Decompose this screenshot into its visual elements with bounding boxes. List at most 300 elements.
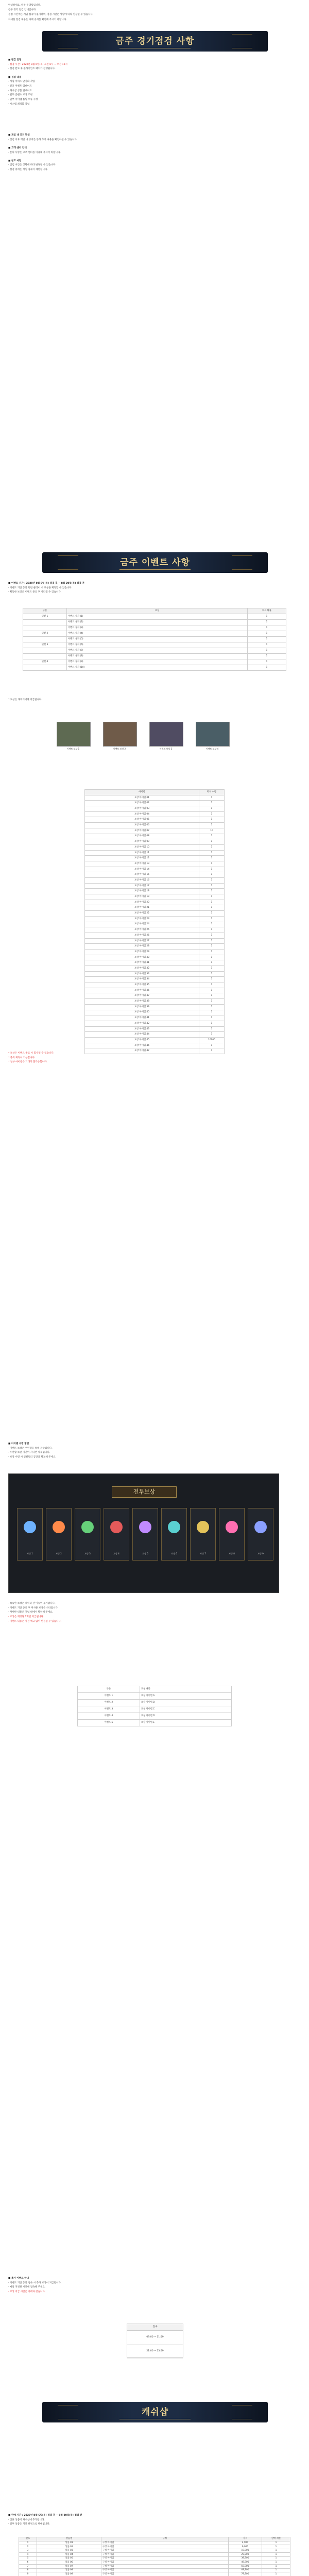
table-row [19, 2565, 290, 2569]
table-row [85, 872, 225, 878]
reward-image [103, 722, 137, 747]
table-cell-item: 보상 아이템 06 [85, 823, 199, 828]
table-cell-item: 보상 아이템 29 [85, 949, 199, 955]
table-cell-item: 보상 아이템 31 [85, 960, 199, 966]
table-cell-item: 보상 아이템 02 [85, 801, 199, 806]
table-cell-item: 보상 아이템 30 [85, 955, 199, 960]
table-cell-qty: 1 [199, 861, 225, 867]
table-cell: 상품 04 [37, 2553, 101, 2557]
table-cell-qty: 1 [248, 631, 286, 637]
table-cell-qty: 1 [199, 911, 225, 917]
table-cell-item: 보상 아이템 23 [85, 916, 199, 922]
reward-gem-icon [24, 1521, 36, 1533]
reward-gem-icon [81, 1521, 94, 1533]
reward-gem-icon [110, 1521, 123, 1533]
table-cell: 보상 내용 [140, 1686, 231, 1693]
table-header: 판매 제한 [262, 2537, 290, 2541]
table-cell: 1 [262, 2549, 290, 2553]
table-cell-group [23, 648, 67, 654]
table-row [78, 1693, 232, 1700]
table-cell-qty: 1 [199, 867, 225, 872]
table-cell: 이벤트 1 [78, 1693, 140, 1700]
table-cell-item: 보상 아이템 38 [85, 999, 199, 1005]
section-line: · 신규 이벤트 업데이트 [8, 84, 32, 88]
table-cell-qty: 1 [199, 944, 225, 950]
section-line: · 점검 시간 : 2020년 8월 6일(목) 오전 6시 ~ 오전 10시 [8, 63, 67, 66]
reward-slot [17, 1508, 43, 1561]
table-row [78, 1713, 232, 1720]
table-cell-reward: 이벤트 상자 (4) [67, 631, 248, 637]
table-cell-qty: 1 [199, 839, 225, 845]
table-cell-reward: 이벤트 상자 (3) [67, 625, 248, 631]
reward-slot-label: 보상 7 [200, 1552, 206, 1555]
section-heading: ■ 고객 센터 안내 [8, 146, 27, 149]
table-cell: 구분 [78, 1686, 140, 1693]
table-row [85, 817, 225, 823]
reward-gem-icon [197, 1521, 209, 1533]
reward-caption: 이벤트 보상 3 [159, 748, 173, 750]
table-row [23, 642, 286, 648]
section-heading: ■ 이벤트 기간 : 2020년 8월 6일(목) 점검 후 ~ 8월 20일(목) 점검 전 [8, 582, 84, 585]
table-row [85, 1026, 225, 1032]
table-cell: 구성 아이템 [101, 2541, 229, 2545]
table-cell-item: 보상 아이템 44 [85, 1032, 199, 1038]
reward-slot [132, 1508, 158, 1561]
table-cell: 39,900 [229, 2556, 262, 2561]
reward-slot [219, 1508, 245, 1561]
table-row [23, 648, 286, 654]
reward-slot-label: 보상 6 [171, 1552, 177, 1555]
table-cell-qty: 1 [199, 889, 225, 894]
reward-image [149, 722, 183, 747]
table-cell: 5 [19, 2556, 37, 2561]
table-row [23, 620, 286, 625]
reward-gem-icon [226, 1521, 238, 1533]
warning-line: · 이벤트 내용은 사전 예고 없이 변경될 수 있습니다. [8, 1620, 62, 1623]
table-cell: 79,900 [229, 2572, 262, 2576]
table-cell: 상품 09 [37, 2572, 101, 2576]
table-cell-item: 보상 아이템 39 [85, 1004, 199, 1010]
section-line: · 이벤트 보상은 우편함을 통해 지급됩니다. [8, 1447, 53, 1450]
event3-table [77, 1686, 232, 1726]
table-cell-item: 보상 아이템 35 [85, 982, 199, 988]
table-cell-qty: 1 [248, 665, 286, 671]
table-cell-group [23, 654, 67, 659]
event1-intro [8, 582, 266, 596]
game-reward-screenshot [8, 1473, 279, 1593]
reward-slot [248, 1508, 273, 1561]
table-row [19, 2553, 290, 2557]
table-row [85, 844, 225, 850]
table-cell-reward: 이벤트 상자 (1) [67, 614, 248, 620]
table-row [85, 933, 225, 938]
section-line: · 시스템 최적화 작업 [8, 103, 30, 106]
section-heading: ■ 점검 내용 [8, 76, 22, 79]
table-cell: 7 [19, 2565, 37, 2569]
table-cell-qty: 1 [199, 811, 225, 817]
section-line: · 신규 상품이 캐시샵에 추가됩니다. [8, 2518, 45, 2521]
table-cell-qty: 10000 [199, 1037, 225, 1043]
table-cell-group [23, 665, 67, 671]
table-cell-qty: 1 [199, 834, 225, 839]
table-row [23, 625, 286, 631]
table-cell: 6 [19, 2561, 37, 2565]
reward-gem-icon [53, 1521, 65, 1533]
reward-slot-label: 보상 2 [56, 1552, 62, 1555]
table-cell-item: 보상 아이템 15 [85, 872, 199, 878]
table-row [85, 916, 225, 922]
table-cell-qty: 1 [248, 642, 286, 648]
table-cell-item: 보상 아이템 47 [85, 1048, 199, 1054]
section-banner-events [42, 552, 268, 573]
table-cell-qty: 1 [199, 1032, 225, 1038]
section-line: · 문의 사항은 고객 센터를 이용해 주시기 바랍니다. [8, 151, 61, 154]
table-cell-qty: 1 [199, 883, 225, 889]
table-cell-qty: 1 [199, 1010, 225, 1015]
table-cell: 1 [262, 2568, 290, 2572]
table-row [85, 955, 225, 960]
table-header: 가격 [229, 2537, 262, 2541]
table-cell-item: 보상 아이템 18 [85, 889, 199, 894]
table-row [85, 960, 225, 966]
table-cell: 1 [262, 2545, 290, 2549]
table-cell: 8 [19, 2568, 37, 2572]
table-cell-group: 던전 1 [23, 614, 67, 620]
table-row [85, 861, 225, 867]
intro-line: 점검 시간에는 게임 접속이 불가하며, 점검 시간은 상황에 따라 연장될 수 있습니다. [8, 13, 94, 16]
table-row [85, 900, 225, 905]
notice-section [8, 134, 266, 173]
table-cell: 보상 아이템 E [140, 1720, 231, 1726]
table-cell-qty: 1 [199, 927, 225, 933]
reward-slot-label: 보상 3 [84, 1552, 91, 1555]
note-line: * 일부 아이템은 거래가 불가능합니다. [8, 1061, 48, 1064]
table-row [85, 977, 225, 982]
table-cell-item: 보상 아이템 03 [85, 806, 199, 812]
intro-line: 자세한 점검 내용은 아래 공지를 확인해 주시기 바랍니다. [8, 18, 67, 21]
table-row [19, 2561, 290, 2565]
table-cell-qty: 1 [199, 1043, 225, 1048]
table-row [85, 911, 225, 917]
table-row [85, 801, 225, 806]
table-cell: 4,900 [229, 2541, 262, 2545]
table-cell-item: 보상 아이템 12 [85, 856, 199, 861]
table-row [85, 889, 225, 894]
reward-image [57, 722, 91, 747]
table-cell-reward: 이벤트 상자 (7) [67, 648, 248, 654]
table-cell-item: 보상 아이템 04 [85, 811, 199, 817]
access-time-header: 접속 [127, 2324, 183, 2331]
table-cell-qty: 1 [199, 905, 225, 911]
table-cell-item: 보상 아이템 45 [85, 1037, 199, 1043]
table-cell-qty: 1 [199, 844, 225, 850]
section-line: · 매일 지정된 시간에 접속해 주세요. [8, 2286, 46, 2289]
table-cell-item: 보상 아이템 28 [85, 944, 199, 950]
table-cell-item: 보상 아이템 21 [85, 905, 199, 911]
table-cell-qty: 1 [199, 933, 225, 938]
table-cell-item: 보상 아이템 08 [85, 834, 199, 839]
table-cell-item: 보상 아이템 10 [85, 844, 199, 850]
section-line: · 게임 서비스 안정화 작업 [8, 80, 35, 83]
table-cell-item: 보상 아이템 33 [85, 971, 199, 977]
table-cell-group [23, 637, 67, 642]
table-cell: 이벤트 2 [78, 1700, 140, 1706]
table-cell: 이벤트 4 [78, 1713, 140, 1720]
reward-image [196, 722, 230, 747]
table-cell: 구성 아이템 [101, 2565, 229, 2569]
table-row [85, 938, 225, 944]
table-row [85, 883, 225, 889]
banner-title: 캐쉬샵 [141, 2407, 169, 2417]
note-line: * 중복 획득이 가능합니다. [8, 1056, 36, 1059]
table-row [85, 971, 225, 977]
section-line: · 점검 이후 게임 내 공지를 통해 추가 내용을 확인하실 수 있습니다. [8, 138, 78, 141]
table-row [78, 1720, 232, 1726]
table-cell-qty: 1 [199, 872, 225, 878]
table-row [78, 1686, 232, 1693]
banner-title: 금주 이벤트 사항 [120, 557, 190, 568]
table-cell: 상품 01 [37, 2541, 101, 2545]
table-row [85, 1004, 225, 1010]
table-cell: 보상 아이템 A [140, 1693, 231, 1700]
table-row [85, 878, 225, 884]
banner-title: 금주 경기점검 사항 [115, 36, 195, 46]
table-cell: 구성 아이템 [101, 2556, 229, 2561]
table-row [85, 999, 225, 1005]
table-cell-qty: 1 [199, 955, 225, 960]
table-row [85, 993, 225, 999]
section-line: · 획득한 보상은 캐릭터 간 이동이 불가합니다. [8, 1602, 56, 1605]
table-cell-item: 보상 아이템 13 [85, 861, 199, 867]
table-cell-group [23, 620, 67, 625]
table-row [85, 988, 225, 993]
event2-notes [8, 1052, 266, 1065]
event2-table [84, 789, 225, 1054]
table-row [85, 795, 225, 801]
table-cell-qty: 1 [199, 988, 225, 993]
table-cell: 보상 아이템 C [140, 1706, 231, 1713]
table-cell-reward: 이벤트 상자 (6) [67, 642, 248, 648]
reward-gem-icon [254, 1521, 267, 1533]
table-cell: 구성 아이템 [101, 2549, 229, 2553]
table-cell-qty: 1 [199, 795, 225, 801]
section-line: · 점검 시간은 상황에 따라 변경될 수 있습니다. [8, 164, 57, 167]
table-cell: 19,900 [229, 2549, 262, 2553]
reward-caption: 이벤트 보상 1 [66, 748, 80, 750]
table-cell-reward: 이벤트 상자 (10) [67, 665, 248, 671]
table-cell-qty: 1 [199, 960, 225, 966]
banner-underline [119, 569, 191, 570]
table-cell-item: 보상 아이템 05 [85, 817, 199, 823]
table-cell: 상품 06 [37, 2561, 101, 2565]
table-cell-qty: 1 [199, 916, 225, 922]
table-cell: 1 [262, 2561, 290, 2565]
section-heading: ■ 추가 이벤트 안내 [8, 2277, 29, 2280]
table-cell-item: 보상 아이템 40 [85, 1010, 199, 1015]
table-cell: 구성 아이템 [101, 2568, 229, 2572]
table-cell-qty: 1 [248, 637, 286, 642]
table-row [85, 828, 225, 834]
table-cell-qty: 1 [199, 850, 225, 856]
table-cell-qty: 1 [248, 614, 286, 620]
table-cell-item: 보상 아이템 42 [85, 1021, 199, 1026]
table-cell-qty: 1 [199, 1015, 225, 1021]
table-cell: 1 [262, 2572, 290, 2576]
warning-line: · 보상은 계정당 1회만 지급됩니다. [8, 1616, 44, 1619]
table-cell: 상품 08 [37, 2568, 101, 2572]
section-heading: ■ 점검 일정 [8, 59, 22, 61]
access-time-slot: 21:00 ~ 23:59 [127, 2345, 183, 2359]
reward-slot-label: 보상 8 [229, 1552, 235, 1555]
table-cell: 상품 07 [37, 2565, 101, 2569]
table-cell-qty: 1 [199, 894, 225, 900]
table-cell-item: 보상 아이템 46 [85, 1043, 199, 1048]
table-row [85, 1043, 225, 1048]
cashshop-section [8, 2514, 266, 2528]
reward-slot-label: 보상 5 [142, 1552, 148, 1555]
warning-line: · 보상 지급 시간은 아래와 같습니다. [8, 2291, 46, 2294]
table-cell-item: 보상 아이템 37 [85, 993, 199, 999]
table-cell-qty: 1 [199, 971, 225, 977]
table-cell-qty: 1 [199, 999, 225, 1005]
section-line: · 일부 아이템 툴팁 오류 수정 [8, 98, 38, 101]
table-cell-qty: 1 [199, 922, 225, 927]
table-row [85, 922, 225, 927]
table-cell-item: 보상 아이템 19 [85, 894, 199, 900]
table-row [19, 2549, 290, 2553]
table-cell-item: 보상 아이템 32 [85, 966, 199, 972]
table-cell-qty: 1 [199, 1004, 225, 1010]
table-row [23, 614, 286, 620]
table-cell-reward: 이벤트 상자 (9) [67, 659, 248, 665]
table-cell: 이벤트 3 [78, 1706, 140, 1713]
table-cell-item: 보상 아이템 22 [85, 911, 199, 917]
table-row [85, 811, 225, 817]
table-row [23, 659, 286, 665]
table-cell-item: 보상 아이템 27 [85, 938, 199, 944]
table-cell-qty: 1 [199, 993, 225, 999]
table-row [23, 654, 286, 659]
section-line: · 획득한 보상은 이벤트 종료 후 사라질 수 있습니다. [8, 591, 62, 594]
reward-slot-label: 보상 9 [258, 1552, 264, 1555]
table-cell: 1 [262, 2556, 290, 2561]
table-row [19, 2541, 290, 2545]
table-cell-item: 보상 아이템 16 [85, 878, 199, 884]
table-cell: 상품 03 [37, 2549, 101, 2553]
section-line: · 점검 완료 후 클라이언트 패치가 진행됩니다. [8, 67, 56, 71]
table-cell-qty: 10 [199, 828, 225, 834]
table-cell: 1 [262, 2565, 290, 2569]
table-header: 획득 수량 [199, 790, 225, 795]
section-banner-cashshop [42, 2402, 268, 2422]
table-cell: 상품 02 [37, 2545, 101, 2549]
table-cell-group: 던전 3 [23, 642, 67, 648]
table-cell: 59,900 [229, 2565, 262, 2569]
event4-section [8, 1602, 266, 1624]
table-header: 상품명 [37, 2537, 101, 2541]
table-cell: 49,900 [229, 2561, 262, 2565]
event5-section [8, 2277, 266, 2295]
table-cell-qty: 1 [248, 648, 286, 654]
table-cell: 구성 아이템 [101, 2572, 229, 2576]
section-line: · 자세한 내용은 게임 내에서 확인해 주세요. [8, 1611, 54, 1614]
reward-slot [75, 1508, 100, 1561]
table-cell-qty: 1 [199, 977, 225, 982]
reward-gem-icon [168, 1521, 180, 1533]
table-cell: 1 [262, 2541, 290, 2545]
reward-window-title: 전투보상 [112, 1486, 177, 1498]
table-cell: 구성 아이템 [101, 2545, 229, 2549]
table-cell-qty: 1 [199, 878, 225, 884]
table-cell: 29,900 [229, 2553, 262, 2557]
table-cell-qty: 1 [199, 1026, 225, 1032]
table-cell-qty: 1 [199, 823, 225, 828]
table-row [78, 1700, 232, 1706]
section-line: · 보상 수령 시 인벤토리 공간을 확보해 주세요. [8, 1456, 57, 1459]
table-row [85, 834, 225, 839]
table-row [85, 1010, 225, 1015]
table-row [85, 944, 225, 950]
maintenance-section [8, 59, 266, 107]
table-cell-item: 보상 아이템 26 [85, 933, 199, 938]
table-row [85, 927, 225, 933]
table-cell-item: 보상 아이템 25 [85, 927, 199, 933]
section-heading: ■ 판매 기간 : 2020년 8월 6일(목) 점검 후 ~ 8월 20일(목) 점검 전 [8, 2514, 82, 2517]
table-row [23, 637, 286, 642]
intro-line: 안녕하세요. 테라 운영팀입니다. [8, 4, 41, 7]
table-row [23, 631, 286, 637]
table-cell: 69,900 [229, 2568, 262, 2572]
table-row [23, 665, 286, 671]
section-line: · 일부 상품은 기간 한정으로 판매됩니다. [8, 2523, 50, 2526]
table-row [85, 1021, 225, 1026]
table-cell-group: 던전 2 [23, 631, 67, 637]
table-cell-qty: 1 [199, 938, 225, 944]
table-cell-item: 보상 아이템 36 [85, 988, 199, 993]
section-heading: ■ 게임 내 공지 확인 [8, 134, 30, 137]
table-cell-item: 보상 아이템 17 [85, 883, 199, 889]
table-cell: 구성 아이템 [101, 2561, 229, 2565]
table-header: 구성 [101, 2537, 229, 2541]
table-cell-item: 보상 아이템 34 [85, 977, 199, 982]
cashshop-table [19, 2537, 290, 2576]
event1-note: * 보상은 캐릭터에게 지급됩니다. [8, 699, 42, 701]
table-cell-qty: 1 [248, 659, 286, 665]
table-row [85, 1037, 225, 1043]
table-cell: 보상 아이템 D [140, 1713, 231, 1720]
table-cell: 이벤트 5 [78, 1720, 140, 1726]
table-row [85, 1015, 225, 1021]
table-cell: 9 [19, 2572, 37, 2576]
table-cell-qty: 1 [199, 982, 225, 988]
table-row [19, 2572, 290, 2576]
table-cell: 9,900 [229, 2545, 262, 2549]
table-cell-qty: 1 [199, 856, 225, 861]
table-cell-qty: 1 [199, 900, 225, 905]
table-header: 구분 [23, 608, 67, 614]
table-cell-reward: 이벤트 상자 (8) [67, 654, 248, 659]
table-row [85, 850, 225, 856]
table-cell-item: 보상 아이템 41 [85, 1015, 199, 1021]
table-cell-qty: 1 [199, 1048, 225, 1054]
reward-gem-icon [139, 1521, 151, 1533]
section-line: · 이벤트 기간 동안 접속 시 추가 보상이 지급됩니다. [8, 2281, 62, 2284]
note-line: * 보상은 이벤트 종료 시 회수될 수 있습니다. [8, 1052, 55, 1055]
table-cell-qty: 1 [199, 806, 225, 812]
section-line: · 이벤트 기간 동안 던전 클리어 시 보상을 획득할 수 있습니다. [8, 586, 73, 589]
section-line: · 이벤트 기간 종료 후 미사용 보상은 사라집니다. [8, 1606, 59, 1609]
reward-slot [190, 1508, 216, 1561]
